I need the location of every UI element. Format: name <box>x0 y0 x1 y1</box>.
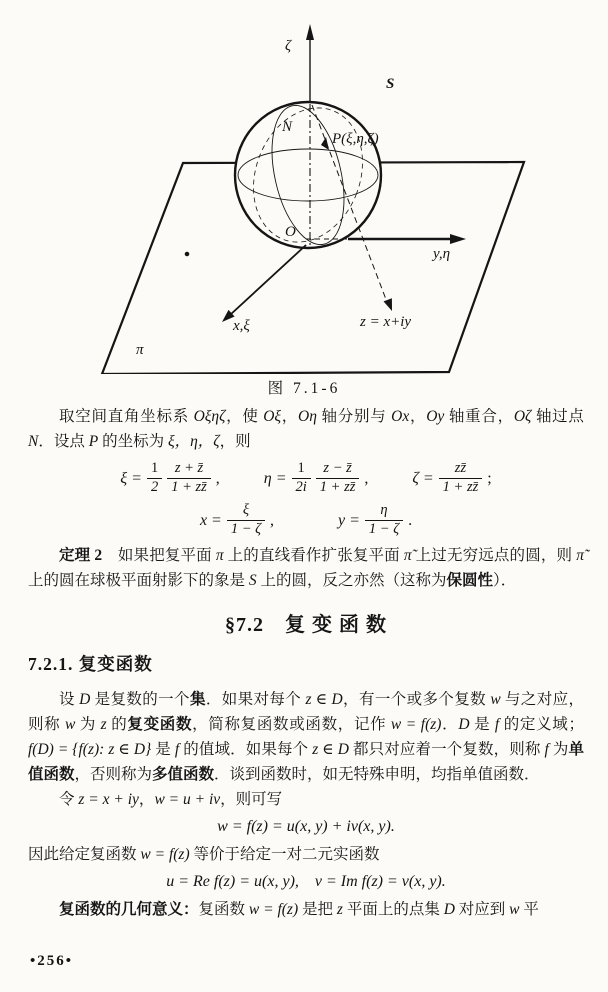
text-run: w <box>509 900 520 918</box>
figure-riemann-sphere <box>0 0 608 398</box>
paragraph-therefore <box>28 842 584 867</box>
text-run: w <box>490 690 501 708</box>
text-run: π̃ <box>403 546 412 564</box>
section-title: §7.2 复 变 函 数 <box>225 613 387 636</box>
text-run: 保圆性 <box>446 571 494 589</box>
equation-separator: ; <box>487 469 492 487</box>
text-run: ， <box>138 790 155 808</box>
equation-x <box>200 503 274 538</box>
text-run: 轴过点 <box>531 408 584 425</box>
text-run: w = f(z) <box>390 715 442 733</box>
text-run: 为 <box>75 715 101 733</box>
point-p-label: P(ξ,η,ζ) <box>332 131 379 147</box>
text-run: 平 <box>519 900 539 918</box>
text-run: ， <box>281 408 299 425</box>
plane-dot <box>185 252 189 256</box>
text-run: 因此给定复函数 <box>28 845 141 863</box>
x-axis-line <box>230 245 306 315</box>
text-run: ． <box>441 715 459 733</box>
text-run: Ox <box>391 408 410 425</box>
page-number: •256• <box>30 953 74 969</box>
equation-eta <box>264 461 369 496</box>
origin-label: O <box>285 224 296 240</box>
text-run: Oη <box>298 408 317 425</box>
paragraph-definition <box>28 687 584 787</box>
page-body <box>0 398 608 922</box>
text-run: 单值函数 <box>28 740 584 783</box>
text-run: 平面上的点集 <box>342 900 444 918</box>
text-run: 轴重合， <box>444 408 514 425</box>
sphere-outline <box>235 102 381 248</box>
zeta-axis-arrowhead <box>306 24 314 40</box>
equation-separator: . <box>408 511 413 529</box>
text-run: 都只对应着一个复数，则称 <box>348 740 545 758</box>
text-run: Oy <box>426 408 445 425</box>
text-run: 是 <box>469 715 495 733</box>
x-axis-label: x,ξ <box>233 318 250 334</box>
text-run: 复函数的几何意义： <box>59 900 199 918</box>
y-axis-arrowhead <box>450 234 466 244</box>
paragraph-coordinates <box>28 404 584 454</box>
equation-lhs: x = <box>199 511 222 529</box>
text-run: ξ，η，ζ <box>167 433 220 450</box>
figure-caption: 图 7.1-6 <box>267 380 341 397</box>
text-run: ，有一个或多个复数 <box>342 690 491 708</box>
equation-lhs: y = <box>338 511 360 529</box>
fraction-main: $\frac{z - z̄}{1 + zz̄}$ <box>316 461 360 496</box>
text-run: 是把 <box>298 900 337 918</box>
text-run: w = u + iv <box>154 790 221 808</box>
text-run: 是 <box>151 740 175 758</box>
zeta-axis-label: ζ <box>285 38 292 54</box>
text-run: f <box>544 740 549 758</box>
text-run: ）． <box>493 571 517 589</box>
text-run: 的值域．如果每个 <box>179 740 313 758</box>
text-run: ， <box>409 408 427 425</box>
text-run: 是复数的一个 <box>90 690 190 708</box>
text-run: 复函数 <box>198 900 249 918</box>
theorem-2 <box>28 543 584 593</box>
north-pole-label: N <box>282 119 293 135</box>
fraction-main: $\frac{zz̄}{1 + zz̄}$ <box>439 461 483 496</box>
text-run: Oζ <box>513 408 532 425</box>
text-run: 上的直线看作扩张复平面 <box>223 546 404 564</box>
text-run: f <box>494 715 500 733</box>
equation-w-display: w = f(z) = u(x, y) + iv(x, y). <box>217 817 395 835</box>
text-run: 如果把复平面 <box>102 546 216 564</box>
text-run: D <box>79 690 91 708</box>
paragraph-let-z <box>28 787 584 812</box>
text-run: 轴分别与 <box>316 408 392 425</box>
fraction-coefficient: $\frac{1}{2i}$ <box>292 461 311 496</box>
text-run: 设 <box>59 690 80 708</box>
text-run: 的定义域； <box>499 715 584 733</box>
equation-lhs: ξ = <box>120 469 142 487</box>
text-run: D <box>443 900 455 918</box>
text-run: 的 <box>106 715 128 733</box>
subsection-title: 7.2.1. 复变函数 <box>28 653 153 674</box>
text-run: 集 <box>189 690 206 708</box>
text-run: ．谈到函数时，如无特殊申明，均指单值函数． <box>214 765 540 783</box>
equation-separator: , <box>270 511 274 529</box>
equation-xi <box>120 461 219 496</box>
text-run: ，则 <box>219 433 251 450</box>
fraction-coefficient: $\frac{1}{2}$ <box>147 461 162 496</box>
text-run: ．设点 <box>38 433 89 450</box>
text-run: z ∈ D <box>312 740 349 758</box>
text-run: 取空间直角坐标系 <box>59 408 194 425</box>
equation-separator: , <box>364 469 369 487</box>
equation-row-2 <box>28 503 584 538</box>
text-run: 等价于给定一对二元实函数 <box>189 845 380 863</box>
text-run: π̃ <box>576 546 584 564</box>
equation-zeta <box>412 461 491 496</box>
text-run: Oξηζ <box>193 408 226 425</box>
fraction-main: $\frac{\xi}{1 - \zeta}$ <box>227 503 265 538</box>
text-run: 上的圆在球极平面射影下的象是 <box>28 571 249 589</box>
text-run: w = f(z) <box>140 845 190 863</box>
text-run: z ∈ D <box>305 690 343 708</box>
text-run: w <box>64 715 76 733</box>
text-run: 定理 2 <box>59 546 103 564</box>
fraction-main: $\frac{\eta}{1 - \zeta}$ <box>365 503 403 538</box>
text-run: Oξ <box>263 408 282 425</box>
text-run: 多值函数 <box>152 765 215 783</box>
text-run: D <box>458 715 470 733</box>
text-run: f(D) = {f(z): z ∈ D} <box>28 740 152 758</box>
text-run: 复变函数 <box>127 715 193 733</box>
text-run: ．如果对每个 <box>205 690 306 708</box>
text-run: z = x + iy <box>78 790 139 808</box>
text-run: 与之对应，则称 <box>28 690 584 733</box>
text-run: 令 <box>59 790 79 808</box>
text-run: S <box>248 571 257 589</box>
text-run: P <box>88 433 99 450</box>
text-run: w = f(z) <box>248 900 299 918</box>
text-run: N <box>28 433 39 450</box>
text-run: z <box>336 900 343 918</box>
text-run: ，使 <box>225 408 264 425</box>
equation-lhs: ζ = <box>412 469 434 487</box>
equation-separator: , <box>215 469 220 487</box>
z-point-label: z = x+iy <box>360 314 412 330</box>
text-run: 为 <box>548 740 569 758</box>
y-axis-label: y,η <box>433 246 451 262</box>
text-run: ，否则称为 <box>74 765 153 783</box>
equation-row-1 <box>28 461 584 496</box>
stereographic-projection-diagram <box>0 6 608 374</box>
equation-uv-display: u = Re f(z) = u(x, y), v = Im f(z) = v(x, y). <box>166 872 446 890</box>
equation-lhs: η = <box>263 469 287 487</box>
plane-label: π <box>136 342 144 358</box>
paragraph-geometric-meaning <box>28 897 584 922</box>
text-run: 上的圆，反之亦然（这称为 <box>256 571 447 589</box>
text-run: 上过无穷远点的圆，则 <box>411 546 577 564</box>
equation-y <box>338 503 412 538</box>
text-run: 对应到 <box>454 900 510 918</box>
text-run: f <box>174 740 180 758</box>
fraction-main: $\frac{z + z̄}{1 + zz̄}$ <box>167 461 211 496</box>
text-run: 的坐标为 <box>98 433 168 450</box>
text-run: ，则可写 <box>220 790 283 808</box>
z-point-arrowhead <box>384 298 393 311</box>
sphere-label: S <box>386 76 395 92</box>
text-run: ，简称复函数或函数，记作 <box>192 715 391 733</box>
text-run: π <box>215 546 224 564</box>
text-run: z <box>100 715 107 733</box>
